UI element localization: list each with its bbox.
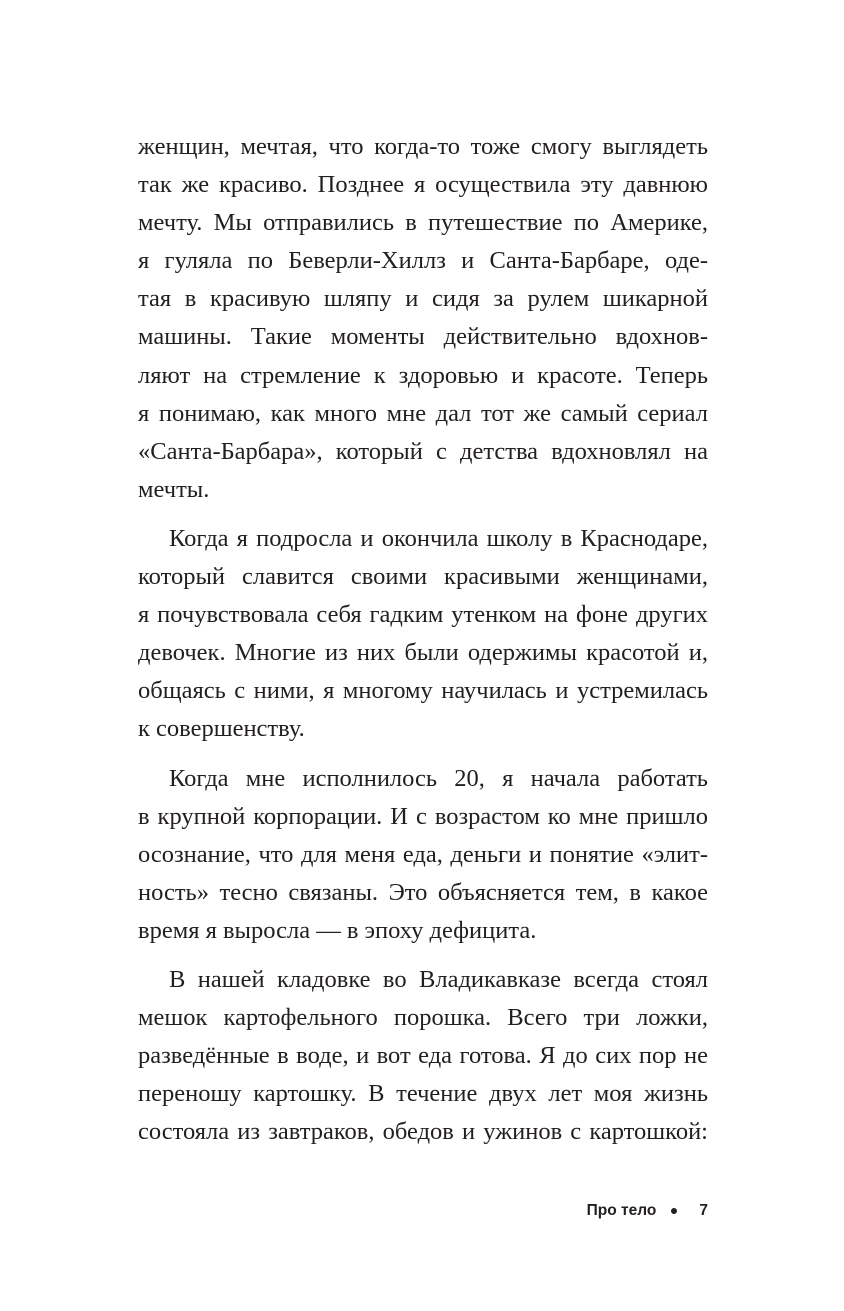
text-line: ность» тесно связаны. Это объясняется тем, в какое xyxy=(138,878,708,906)
text-line: Когда я подросла и окончила школу в Краснодаре, xyxy=(169,524,708,552)
text-line: мечту. Мы отправились в путешествие по Америке, xyxy=(138,209,708,237)
page-number: 7 xyxy=(699,1202,708,1219)
text-line: я понимаю, как много мне дал тот же самый сериал xyxy=(138,399,708,427)
text-line: общаясь с ними, я многому научилась и устремилась xyxy=(138,677,708,705)
paragraph xyxy=(107,961,708,1151)
footer-bullet-icon xyxy=(671,1208,677,1214)
text-line: я гуляла по Беверли-Хиллз и Санта-Барбаре, оде- xyxy=(138,247,708,275)
paragraph xyxy=(107,128,708,509)
text-line: тая в красивую шляпу и сидя за рулем шикарной xyxy=(138,285,708,313)
text-line: к совершенству. xyxy=(138,715,305,743)
text-line: разведённые в воде, и вот еда готова. Я до сих пор не xyxy=(138,1042,708,1070)
paragraph xyxy=(107,520,708,749)
text-line: осознание, что для меня еда, деньги и понятие «элит- xyxy=(138,840,708,868)
body-text xyxy=(107,128,708,1151)
running-footer xyxy=(560,1198,708,1224)
text-line: в крупной корпорации. И с возрастом ко мне пришло xyxy=(138,802,708,830)
footer-section-title: Про тело xyxy=(586,1202,657,1219)
text-line: девочек. Многие из них были одержимы красотой и, xyxy=(138,639,708,667)
text-line: машины. Такие моменты действительно вдохнов- xyxy=(138,323,708,351)
text-line: так же красиво. Позднее я осуществила эту давнюю xyxy=(138,171,708,199)
text-line: ляют на стремление к здоровью и красоте. Теперь xyxy=(138,361,708,389)
paragraph xyxy=(107,760,708,950)
text-line: мечты. xyxy=(138,475,210,503)
text-line: мешок картофельного порошка. Всего три ложки, xyxy=(138,1004,708,1032)
text-line: В нашей кладовке во Владикавказе всегда стоял xyxy=(169,965,708,993)
text-line: который славится своими красивыми женщинами, xyxy=(138,563,708,591)
text-line: женщин, мечтая, что когда-то тоже смогу выглядеть xyxy=(138,133,708,160)
text-line: переношу картошку. В течение двух лет моя жизнь xyxy=(138,1080,708,1108)
text-line: Когда мне исполнилось 20, я начала работать xyxy=(169,764,708,792)
text-line: я почувствовала себя гадким утенком на фоне других xyxy=(138,601,708,629)
text-line: состояла из завтраков, обедов и ужинов с картошкой: xyxy=(138,1118,708,1146)
text-line: время я выросла — в эпоху дефицита. xyxy=(138,916,537,944)
text-line: «Санта-Барбара», который с детства вдохновлял на xyxy=(138,437,708,465)
